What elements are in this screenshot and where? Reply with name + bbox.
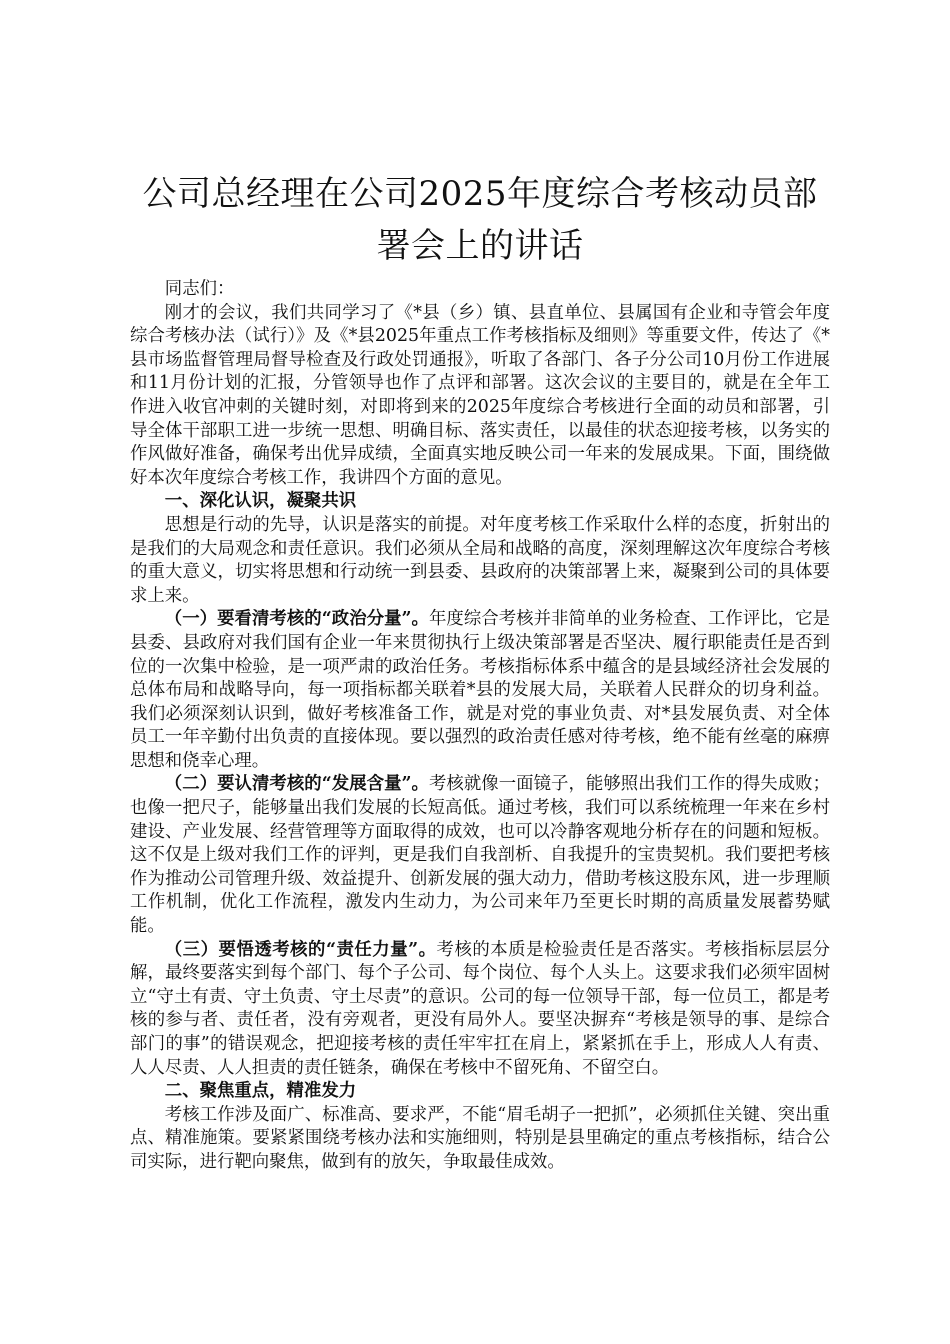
point-text-2: 考核就像一面镜子，能够照出我们工作的得失成败；也像一把尺子，能够量出我们发展的长短高低。通过考核，我们可以系统梳理一年来在乡村建设、产业发展、经营管理等方面取得的成效，也可以冷静客观地分析存在的问题和短板。这不仅是上级对我们工作的评判，更是我们自我剖析、自我提升的宝贵契机。我们要把考核作为推动公司管理升级、效益提升、创新发展的强大动力，借助考核这股东风，进一步理顺工作机制，优化工作流程，激发内生动力，为公司来年乃至更长时期的高质量发展蓄势赋能。 <box>130 774 830 937</box>
section-heading-2: 二、聚焦重点，精准发力 <box>164 1081 357 1102</box>
salutation: 同志们： <box>164 279 235 299</box>
section-2-body: 考核工作涉及面广、标准高、要求严，不能“眉毛胡子一把抓”，必须抓住关键、突出重点、精准施策。要紧紧围绕考核办法和实施细则，特别是县里确定的重点考核指标，结合公司实际，进行靶向聚焦，做到有的放矢，争取最佳成效。 <box>130 1104 830 1172</box>
point-lead-2: （二）要认清考核的“发展含量”。 <box>164 774 429 795</box>
point-text-1: 年度综合考核并非简单的业务检查、工作评比，它是县委、县政府对我们国有企业一年来贯彻执行上级决策部署是否坚决、履行职能责任是否到位的一次集中检验，是一项严肃的政治任务。考核指标体系中蕴含的是县域经济社会发展的总体布局和战略导向，每一项指标都关联着*县的发展大局，关联着人民群众的切身利益。我们必须深刻认识到，做好考核准备工作，就是对党的事业负责、对*县发展负责、对全体员工一年辛勤付出负责的直接体现。要以强烈的政治责任感对待考核，绝不能有丝毫的麻痹思想和侥幸心理。 <box>130 609 830 771</box>
section-heading-1: 一、深化认识，凝聚共识 <box>164 491 357 512</box>
intro-paragraph: 刚才的会议，我们共同学习了《*县（乡）镇、县直单位、县属国有企业和寺管会年度综合考核办法（试行）》及《*县2025年重点工作考核指标及细则》等重要文件，传达了《*县市场监督管理局督导检查及行政处罚通报》，听取了各部门、各子分公司10月份工作进展和11月份计划的汇报，分管领导也作了点评和部署。这次会议的主要目的，就是在全年工作进入收官冲刺的关键时刻，对即将到来的2025年度综合考核进行全面的动员和部署，引导全体干部职工进一步统一思想、明确目标、落实责任，以最佳的状态迎接考核，以务实的作风做好准备，确保考出优异成绩，全面真实地反映公司一年来的发展成果。下面，围绕做好本次年度综合考核工作，我讲四个方面的意见。 <box>130 302 830 488</box>
point-paragraph-3 <box>130 939 830 1081</box>
document-title: 公司总经理在公司2025年度综合考核动员部署会上的讲话 <box>142 174 818 266</box>
section-1-body: 思想是行动的先导，认识是落实的前提。对年度考核工作采取什么样的态度，折射出的是我们的大局观念和责任意识。我们必须从全局和战略的高度，深刻理解这次年度综合考核的重大意义，切实将思想和行动统一到县委、县政府的决策部署上来，凝聚到公司的具体要求上来。 <box>130 514 830 606</box>
point-text-3: 考核的本质是检验责任是否落实。考核指标层层分解，最终要落实到每个部门、每个子公司、每个岗位、每个人头上。这要求我们必须牢固树立“守土有责、守土负责、守土尽责”的意识。公司的每一位领导干部，每一位员工，都是考核的参与者、责任者，没有旁观者，更没有局外人。要坚决摒弃“考核是领导的事、是综合部门的事”的错误观念，把迎接考核的责任牢牢扛在肩上，紧紧抓在手上，形成人人有责、人人尽责、人人担责的责任链条，确保在考核中不留死角、不留空白。 <box>130 939 830 1078</box>
point-lead-3: （三）要悟透考核的“责任力量”。 <box>164 939 437 960</box>
point-paragraph-1 <box>130 608 830 773</box>
point-lead-1: （一）要看清考核的“政治分量”。 <box>164 609 429 630</box>
document-page <box>130 168 830 1175</box>
point-paragraph-2 <box>130 773 830 938</box>
